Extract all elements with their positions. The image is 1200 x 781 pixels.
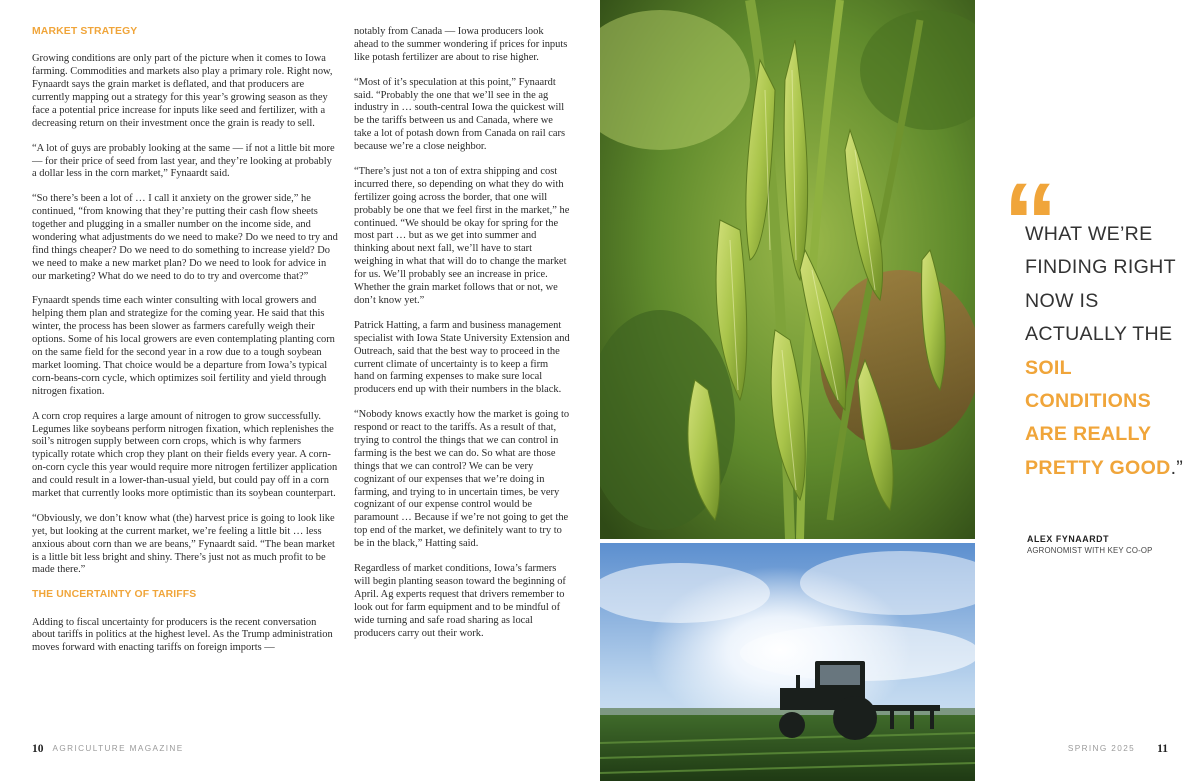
article-paragraph: Regardless of market conditions, Iowa’s farmers will begin planting season toward the beginning of April. Ag experts request that drivers remember to look out for farm equipment and to be mindful of wide turning and safe road sharing as local producers carry out their work.	[354, 562, 566, 639]
article-paragraph: A corn crop requires a large amount of nitrogen to grow successfully. Legumes like soybeans perform nitrogen fixation, which replenishes the soil’s nitrogen supply between corn crops, which is why farmers typically rotate which crop they plant on their fields every year. A corn-on-corn cycle this year would require more nitrogen fertilizer application and could result in a lower-than-usual yield, but could pay off in a corn market that currently looks more optimistic than its soybean counterpart.	[32, 410, 338, 500]
article-paragraph: Fynaardt spends time each winter consulting with local growers and helping them plan and strategize for the coming year. He said that this winter, the process has been slower as farmers carefully weigh their options. Some of his local growers are even contemplating planting corn on the same field for the second year in a row due to a tough soybean market looming. That choice would be a departure from Iowa’s typical corn-beans-corn cycle, which optimizes soil fertility and yield through nitrogen fixation.	[32, 295, 335, 397]
quote-attribution-name: ALEX FYNAARDT	[1027, 534, 1110, 544]
article-column-1	[32, 26, 338, 667]
quote-attribution-title: AGRONOMIST WITH KEY CO-OP	[1027, 546, 1153, 555]
article-paragraph: Patrick Hatting, a farm and business management specialist with Iowa State University Extension and Outreach, said that the best way to proceed in the current climate of uncertainty is to keep a firm hand on farming expenses to make sure local producers end up with their numbers in the black.	[354, 319, 570, 396]
quote-mark: “	[1003, 161, 1052, 284]
article-paragraph: “Most of it’s speculation at this point,” Fynaardt said. “Probably the one that we’ll see in the ag industry in … south-central Iowa the quickest will be the tariffs between us and Canada, where we take a lot of potash down from Canada on rail cars because we’re a close neighbor.	[354, 76, 566, 153]
article-paragraph: “Obviously, we don’t know what (the) harvest price is going to look like yet, but looking at the current market, we’re feeling a little bit … less anxious about corn than we are beans,” Fynaardt said. “The bean market is a little bit less bright and shiny. There’s just not as much profit to be made there.”	[32, 512, 335, 576]
article-column-2	[354, 26, 570, 652]
article-paragraph: Adding to fiscal uncertainty for producers is the recent conversation about tariffs in politics at the highest level. As the Trump administration moves forward with enacting tariffs on foreign imports —	[32, 616, 333, 654]
article-paragraph: “There’s just not a ton of extra shipping and cost incurred there, so depending on what they do with fertilizer going across the border, that one will probably be one that we feel first in the market,” he continued. “We should be okay for spring for the most part … but as we get into summer and thinking about next fall, we’ll have to start weighing in what that will do to change the market for us. We’ll probably see an increase in price. Whether the grain market follows that or not, we don’t know yet.”	[354, 165, 570, 306]
tractor-illustration	[600, 543, 975, 781]
pull-quote	[1025, 218, 1195, 485]
tractor-photo	[600, 543, 975, 781]
page-number-right: 11	[1157, 743, 1168, 755]
section-heading-tariffs: THE UNCERTAINTY OF TARIFFS	[32, 589, 197, 601]
footer-left	[32, 739, 184, 757]
issue-label: SPRING 2025	[1067, 744, 1136, 753]
page-number-left: 10	[32, 743, 44, 755]
quote-highlight: SOIL CONDITIONS ARE REALLY PRETTY GOOD	[1025, 356, 1171, 479]
article-paragraph: “So there’s been a lot of … I call it anxiety on the grower side,” he continued, “from knowing that they’re putting their cash flow sheets together and plugging in a smaller number on the income side, and wondering what adjustments do we need to make? Do we need to try and find things cheaper? Do we need to do something to increase yield? Do we need to make a new market plan? Do we need to look for advice in our marketing? What do we need to do to try and overcome that?”	[32, 193, 338, 282]
article-paragraph: “Nobody knows exactly how the market is going to respond or react to the tariffs. As a result of that, trying to control the things that we can control in farming is the best we can do. So what are those things that we can control? We can be very cognizant of our expenses that we’re doing in farming, and trying to in uncertain times, be very cognizant of our expense control would be paramount … Because if we’re not going to get the top end of the market, we definitely want to try to be in the black,” Hatting said.	[354, 409, 570, 550]
article-paragraph: notably from Canada — Iowa producers look ahead to the summer wondering if prices for inputs like potash fertilizer are about to rise higher.	[354, 26, 568, 63]
article-paragraph: “A lot of guys are probably looking at the same — if not a little bit more — for their price of seed from last year, and they’re looking at probably a dollar less in the corn market,” Fynaardt said.	[32, 142, 335, 180]
soybean-illustration	[600, 0, 975, 539]
magazine-name: AGRICULTURE MAGAZINE	[52, 744, 184, 753]
quote-lead: WHAT WE’RE FINDING RIGHT NOW IS ACTUALLY THE	[1025, 223, 1176, 346]
article-paragraph: Growing conditions are only part of the picture when it comes to Iowa farming. Commodities and markets also play a primary role. Right now, Fynaardt says the grain market is deflated, and that producers are currently mapping out a strategy for this year’s growing season as they face a potential price increase for inputs like seed and fertilizer, with a decreasing return on their investment once the grain is ready to sell.	[32, 53, 333, 129]
quote-end: .”	[1170, 456, 1184, 479]
section-heading-market-strategy: MARKET STRATEGY	[32, 26, 138, 37]
footer-right	[1068, 739, 1168, 757]
soybean-photo	[600, 0, 975, 539]
